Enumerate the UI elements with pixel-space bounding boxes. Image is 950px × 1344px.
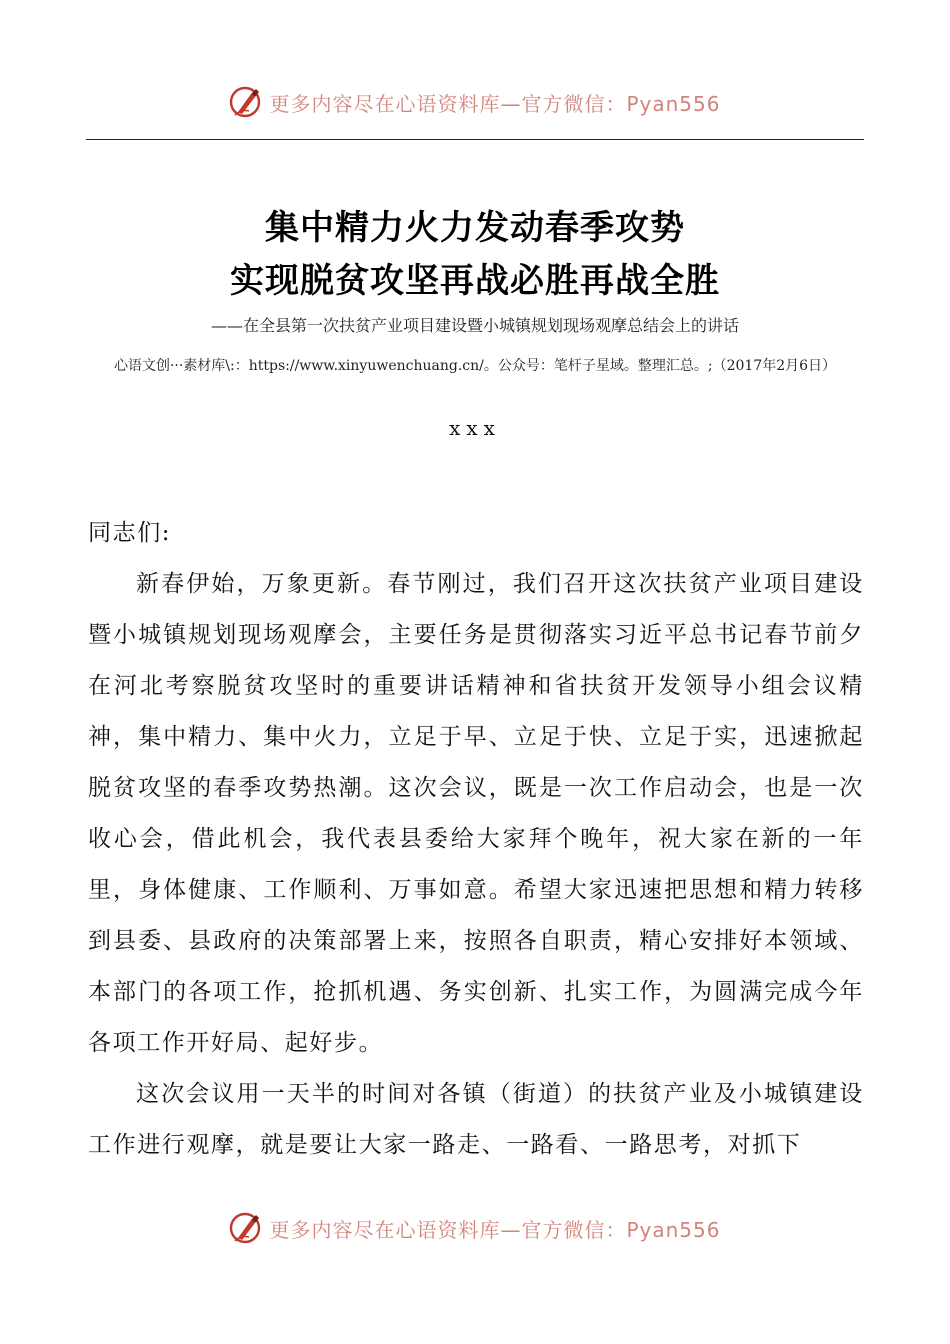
header-banner [0,82,950,122]
pen-circle-logo-icon [229,1211,263,1245]
pen-circle-logo-icon [229,85,263,119]
salutation: 同志们: [88,520,172,546]
footer-banner [0,1208,950,1248]
paragraph-1: 新春伊始，万象更新。春节刚过，我们召开这次扶贫产业项目建设暨小城镇规划现场观摩会，主要任务是贯彻落实习近平总书记春节前夕在河北考察脱贫攻坚时的重要讲话精神和省扶贫开发领导小组会议精神，集中精力、集中火力，立足于早、立足于快、立足于实，迅速掀起脱贫攻坚的春季攻势热潮。这次会议，既是一次工作启动会，也是一次收心会，借此机会，我代表县委给大家拜个晚年，祝大家在新的一年里，身体健康、工作顺利、万事如意。希望大家迅速把思想和精力转移到县委、县政府的决策部署上来，按照各自职责，精心安排好本领域、本部门的各项工作，抢抓机遇、务实创新、扎实工作，为圆满完成今年各项工作开好局、起好步。 [88,571,864,1056]
header-divider [86,139,864,140]
title-line-2: 实现脱贫攻坚再战必胜再战全胜 [230,261,720,301]
source-note: 心语文创···素材库\:：https://www.xinyuwenchuang.cn/。公众号：笔杆子星域。整理汇总。;（2017年2月6日） [113,358,837,374]
speech-body [88,508,864,1171]
paragraph-2: 这次会议用一天半的时间对各镇（街道）的扶贫产业及小城镇建设工作进行观摩，就是要让大家一路走、一路看、一路思考，对抓下 [88,1081,864,1158]
banner-text: 更多内容尽在心语资料库—官方微信：Pyan556 [269,91,721,116]
title-line-1: 集中精力火力发动春季攻势 [265,208,685,248]
banner-text: 更多内容尽在心语资料库—官方微信：Pyan556 [269,1217,721,1242]
subtitle: ——在全县第一次扶贫产业项目建设暨小城镇规划现场观摩总结会上的讲话 [210,316,739,335]
author: xxx [449,416,501,440]
